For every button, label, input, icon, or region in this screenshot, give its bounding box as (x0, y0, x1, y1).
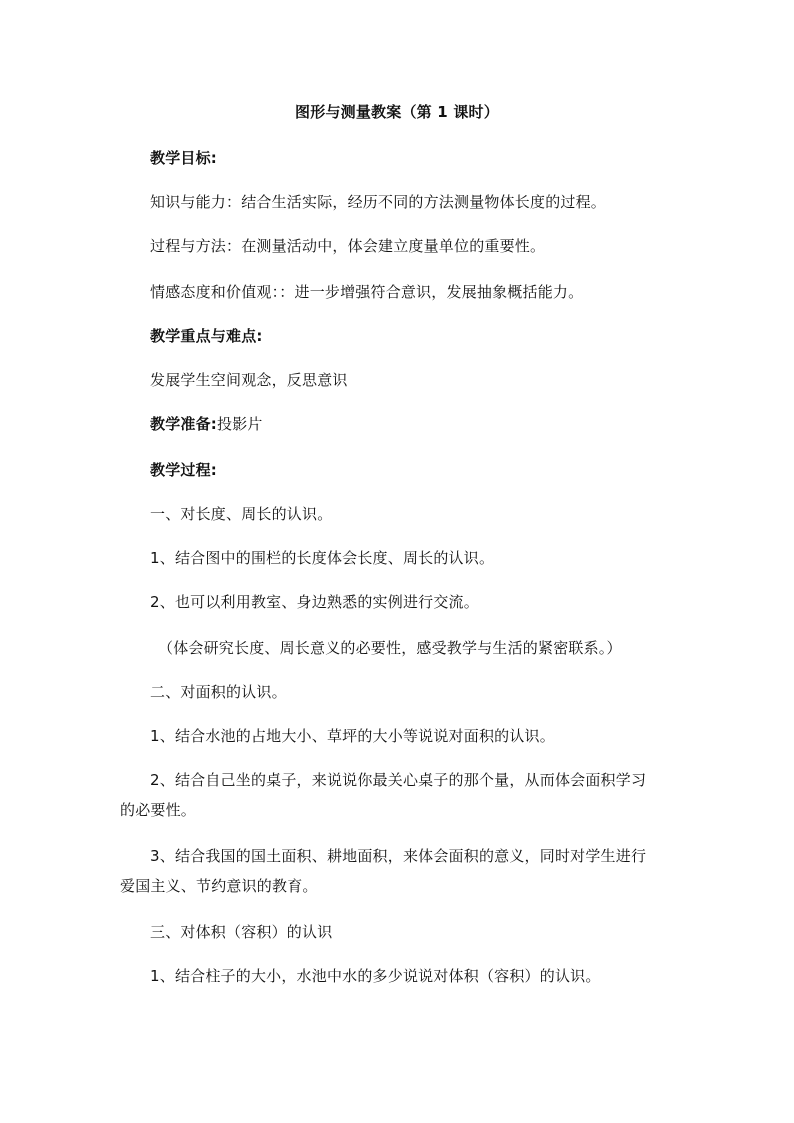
section1-item2: 2、也可以利用教室、身边熟悉的实例进行交流。 (150, 593, 479, 611)
section3-heading: 三、对体积（容积）的认识 (150, 923, 333, 941)
section2-item2-line1: 2、结合自己坐的桌子，来说说你最关心桌子的那个量，从而体会面积学习 (150, 771, 647, 789)
objectives-heading: 教学目标: (150, 149, 217, 167)
keypoints-heading: 教学重点与难点: (150, 327, 263, 345)
objective-process: 过程与方法：在测量活动中，体会建立度量单位的重要性。 (150, 237, 546, 255)
objective-knowledge: 知识与能力：结合生活实际，经历不同的方法测量物体长度的过程。 (150, 193, 607, 211)
preparation-line (150, 414, 263, 434)
objective-emotion: 情感态度和价值观：：进一步增强符合意识，发展抽象概括能力。 (150, 283, 584, 301)
section2-item3-line2: 爱国主义、节约意识的教育。 (120, 877, 318, 895)
preparation-label: 教学准备: (150, 415, 217, 433)
section2-item1: 1、结合水池的占地大小、草坪的大小等说说对面积的认识。 (150, 727, 555, 745)
preparation-text: 投影片 (217, 415, 263, 433)
section1-heading: 一、对长度、周长的认识。 (150, 505, 333, 523)
keypoints-text: 发展学生空间观念，反思意识 (150, 371, 348, 389)
section1-item1: 1、结合图中的围栏的长度体会长度、周长的认识。 (150, 549, 495, 567)
section2-item2-line2: 的必要性。 (120, 801, 197, 819)
process-heading: 教学过程: (150, 461, 217, 479)
section1-note: （体会研究长度、周长意义的必要性，感受教学与生活的紧密联系。） (158, 639, 622, 657)
section2-item3-line1: 3、结合我国的国土面积、耕地面积，来体会面积的意义，同时对学生进行 (150, 847, 647, 865)
section3-item1: 1、结合柱子的大小，水池中水的多少说说对体积（容积）的认识。 (150, 967, 601, 985)
section2-heading: 二、对面积的认识。 (150, 683, 287, 701)
document-title: 图形与测量教案（第 1 课时） (295, 103, 499, 121)
